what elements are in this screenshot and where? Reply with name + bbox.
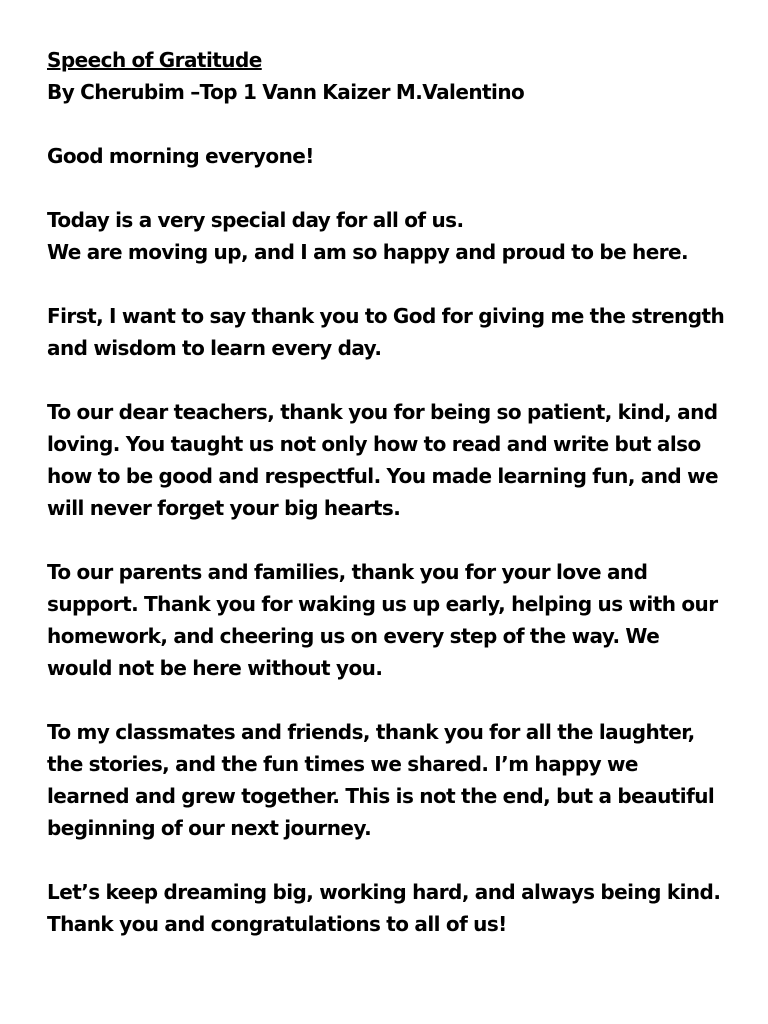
paragraph-closing [47,876,737,940]
paragraph-line: Let’s keep dreaming big, working hard, and always being kind. [47,880,721,904]
paragraph-moving-up [47,204,737,268]
paragraph-line: To our parents and families, thank you for your love and [47,560,648,584]
spacer [47,172,737,204]
spacer [47,364,737,396]
speech-title: Speech of Gratitude [47,48,262,72]
paragraph-line: will never forget your big hearts. [47,496,401,520]
paragraph-line: homework, and cheering us on every step of the way. We [47,624,660,648]
spacer [47,524,737,556]
paragraph-line: Thank you and congratulations to all of us! [47,912,507,936]
paragraph-line: learned and grew together. This is not the end, but a beautiful [47,784,715,808]
paragraph-line: how to be good and respectful. You made learning fun, and we [47,464,719,488]
paragraph-line: would not be here without you. [47,656,383,680]
paragraph-line: We are moving up, and I am so happy and proud to be here. [47,240,689,264]
paragraph-line: Today is a very special day for all of us. [47,208,464,232]
paragraph-line: To my classmates and friends, thank you for all the laughter, [47,720,695,744]
paragraph-line: To our dear teachers, thank you for being so patient, kind, and [47,400,718,424]
paragraph-thanks-teachers [47,396,737,524]
paragraph-line: First, I want to say thank you to God for giving me the strength [47,304,725,328]
paragraph-line: beginning of our next journey. [47,816,372,840]
paragraph-thanks-classmates [47,716,737,844]
paragraph-line: support. Thank you for waking us up early, helping us with our [47,592,718,616]
spacer [47,684,737,716]
paragraph-line: and wisdom to learn every day. [47,336,382,360]
paragraph-thanks-parents [47,556,737,684]
paragraph-line: the stories, and the fun times we shared. I’m happy we [47,752,638,776]
spacer [47,844,737,876]
speech-greeting: Good morning everyone! [47,144,314,168]
spacer [47,108,737,140]
speech-document [47,44,737,940]
speech-byline: By Cherubim –Top 1 Vann Kaizer M.Valentino [47,80,525,104]
paragraph-thanks-god [47,300,737,364]
spacer [47,268,737,300]
paragraph-line: loving. You taught us not only how to read and write but also [47,432,701,456]
